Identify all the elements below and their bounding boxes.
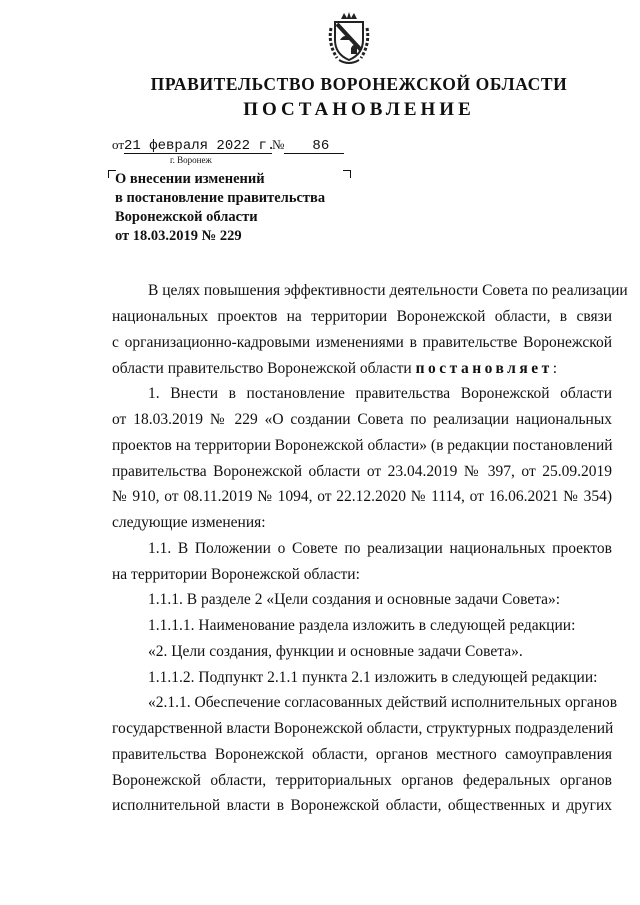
- body-text: области правительство Воронежской области: [112, 360, 416, 377]
- document-type: ПОСТАНОВЛЕНИЕ: [243, 99, 475, 120]
- body-line: исполнительной власти в Воронежской области, общественных и других: [112, 797, 612, 814]
- body-line: «2. Цели создания, функции и основные задачи Совета».: [148, 643, 523, 660]
- body-line: В целях повышения эффективности деятельности Совета по реализации: [148, 282, 628, 299]
- body-line: на территории Воронежской области:: [112, 566, 360, 583]
- coat-of-arms-icon: [327, 10, 371, 66]
- body-line: проектов на территории Воронежской области» (в редакции постановлений: [112, 437, 613, 454]
- subject-corner-right: [343, 170, 351, 178]
- body-line: 1.1.1.1. Наименование раздела изложить в следующей редакции:: [148, 617, 576, 634]
- city-label: г. Воронеж: [170, 155, 212, 165]
- body-line: 1.1.1. В разделе 2 «Цели создания и основные задачи Совета»:: [148, 591, 561, 608]
- document-subject: О внесении изменений в постановление правительства Воронежской области от 18.03.2019 № 229: [115, 171, 326, 244]
- date-number-line: [112, 137, 344, 154]
- document-number: 86: [284, 139, 344, 154]
- government-title: ПРАВИТЕЛЬСТВО ВОРОНЕЖСКОЙ ОБЛАСТИ: [150, 74, 568, 94]
- body-line: государственной власти Воронежской области, структурных подразделений: [112, 720, 614, 737]
- body-line: с организационно-кадровыми изменениями в правительстве Воронежской: [112, 334, 612, 351]
- body-line: Воронежской области, территориальных органов федеральных органов: [112, 772, 612, 789]
- body-text: :: [552, 360, 558, 377]
- body-line: от 18.03.2019 № 229 «О создании Совета по реализации национальных: [112, 411, 612, 428]
- body-line: 1.1.1.2. Подпункт 2.1.1 пункта 2.1 изложить в следующей редакции:: [148, 669, 598, 686]
- date-prefix: от: [112, 137, 125, 152]
- body-line: 1. Внести в постановление правительства Воронежской области: [148, 385, 612, 402]
- body-line: 1.1. В Положении о Совете по реализации национальных проектов: [148, 540, 612, 557]
- resolve-word: постановляет: [415, 360, 553, 377]
- body-line: правительства Воронежской области от 23.04.2019 № 397, от 25.09.2019: [112, 463, 612, 480]
- body-line: «2.1.1. Обеспечение согласованных действий исполнительных органов: [148, 694, 618, 711]
- body-line: национальных проектов на территории Воронежской области, в связи: [112, 308, 612, 325]
- number-label: №: [272, 137, 285, 152]
- body-line: № 910, от 08.11.2019 № 1094, от 22.12.2020 № 1114, от 16.06.2021 № 354): [112, 488, 612, 505]
- document-date: 21 февраля 2022 г.: [124, 138, 276, 154]
- body-line: следующие изменения:: [112, 514, 266, 531]
- body-line: правительства Воронежской области, органов местного самоуправления: [112, 746, 612, 763]
- body-line: [112, 359, 612, 379]
